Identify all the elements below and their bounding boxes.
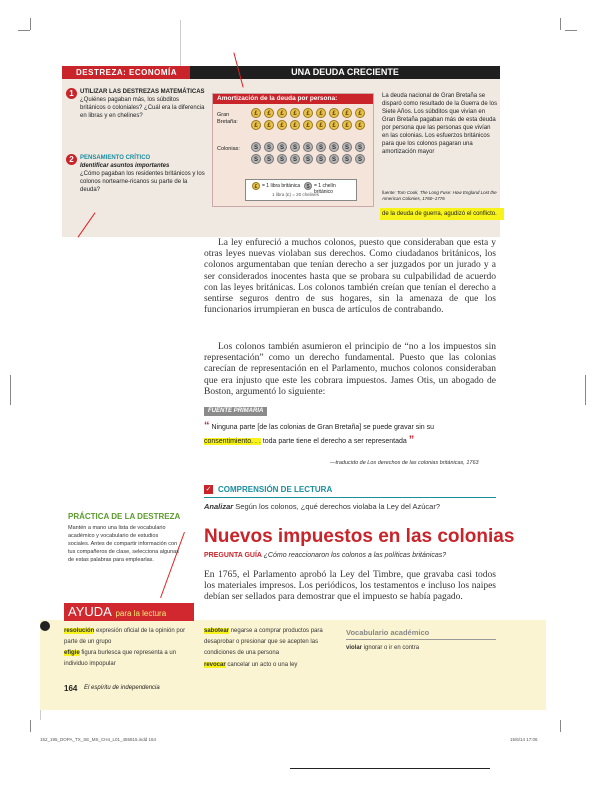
file-slug: 152_195_DOPA_TX_SE_MS_CH4_L01_455815.indd 164: [40, 737, 157, 742]
pound-coin-icon: £: [264, 108, 274, 118]
shilling-coin-icon: S: [316, 154, 326, 164]
legend-pound: = 1 libra británica: [262, 183, 301, 189]
shilling-coin-icon: S: [316, 142, 326, 152]
pound-coin-icon: £: [329, 120, 339, 130]
chapter-title: El espíritu de independencia: [84, 685, 160, 691]
shilling-coin-icon: S: [303, 142, 313, 152]
shilling-coin-icon: S: [342, 142, 352, 152]
guide-text: ¿Cómo reaccionaron los colonos a las políticas británicas?: [263, 552, 447, 559]
term: efigie: [64, 650, 80, 656]
skill-label: DESTREZA: ECONOMÍA: [62, 66, 190, 79]
pound-coin-icon: £: [252, 182, 260, 190]
crop-mark: [10, 375, 11, 405]
bullet-icon: [40, 621, 50, 631]
infographic-text: La deuda nacional de Gran Bretaña se disparó como resultado de la Guerra de los Siete Años. Los súbditos que vivían en Gran Bretaña pagaban más de esta deuda por persona que las personas que vivían en las colonias. Los esfuerzos británicos para que los colonos pagaran una amortización mayor: [382, 93, 498, 155]
pound-coin-icon: £: [251, 108, 261, 118]
quote-line-2: toda parte tiene el derecho a ser representada: [260, 438, 407, 445]
open-quote-icon: “: [204, 420, 210, 432]
crop-mark: [30, 18, 31, 30]
question-2-text: ¿Cómo pagaban los residentes británicos y los colonos nortearne-ricanos su parte de la deuda?: [80, 171, 205, 193]
debt-chart: [212, 93, 374, 207]
term: revocar: [204, 662, 226, 668]
pound-coin-icon: £: [264, 120, 274, 130]
shilling-coin-icon: S: [342, 154, 352, 164]
shilling-coin-icon: S: [277, 154, 287, 164]
question-1-title: UTILIZAR LAS DESTREZAS MATEMÁTICAS: [80, 89, 205, 95]
section-title: Nuevos impuestos en las colonias: [204, 526, 515, 547]
body-paragraph-2: Los colonos también asumieron el principio de “no a los impuestos sin representación” como un derecho fundamental. Puesto que las colonias carecían de representación en el Parlamento, muchos colonos consideraban que era injusto que este les cobrara impuestos. James Otis, un abogado de Boston, argumentó lo siguiente:: [204, 342, 496, 397]
question-1: [80, 88, 205, 120]
chart-title: Amortización de la deuda por persona:: [213, 94, 373, 104]
primary-source-quote: [204, 420, 496, 448]
definition: figura burlesca que representa a un individuo impopular: [64, 650, 177, 667]
divider: [204, 497, 496, 498]
question-2-title: PENSAMIENTO CRÍTICO: [80, 155, 151, 161]
pound-coin-icon: £: [277, 108, 287, 118]
infographic-source: fuente: Tom Cook, The Long Fuse: How England Lost the American Colonies, 1760–1776: [382, 190, 497, 201]
pound-coin-icon: £: [303, 108, 313, 118]
pound-coin-icon: £: [290, 120, 300, 130]
comprehension-title: COMPRENSIÓN DE LECTURA: [218, 485, 333, 494]
crop-mark: [18, 30, 30, 31]
glossary-entry-1: [64, 626, 194, 648]
pound-coin-icon: £: [342, 120, 352, 130]
quote-citation: —traducido de Los derechos de las colonias británicas, 1763: [330, 460, 479, 466]
definition: ignorar o ir en contra: [362, 645, 420, 651]
glossary-entry-3: [204, 626, 334, 659]
shilling-coin-icon: S: [329, 154, 339, 164]
pound-coin-icon: £: [303, 120, 313, 130]
glossary-entry-2: [64, 648, 194, 670]
pound-coin-icon: £: [277, 120, 287, 130]
highlighted-text: de la deuda de guerra, agudizó el conflicto.: [380, 208, 504, 220]
ayuda-subtitle: para la lectura: [115, 609, 167, 618]
body-paragraph-1: La ley enfureció a muchos colonos, puesto que consideraban que esta y otras leyes nuevas violaban sus derechos. Como ciudadanos británicos, los colonos argumentaban que tenían derecho a ser juzgados por un jurado y a ser considerados inocentes hasta que se probara su culpabilidad de acuerdo con las leyes británicas. Los colonos también creían que tenían el derecho a sentirse seguros dentro de sus hogares, sin la amenaza de que los funcionarios irrumpieran en busca de artículos de contrabando.: [204, 238, 496, 316]
shilling-coin-icon: S: [304, 182, 312, 190]
divider: [346, 639, 496, 640]
definition: expresión oficial de la opinión por parte de un grupo: [64, 628, 186, 645]
term: violar: [346, 645, 363, 651]
primary-source-tag: FUENTE PRIMARIA: [204, 407, 267, 416]
pound-coin-icon: £: [316, 120, 326, 130]
shilling-coin-icon: S: [264, 142, 274, 152]
pound-coin-icon: £: [342, 108, 352, 118]
shilling-coin-icon: S: [355, 142, 365, 152]
row-label-britain: Gran Bretaña:: [217, 112, 238, 125]
pound-coin-icon: £: [290, 108, 300, 118]
practice-title: PRÁCTICA DE LA DESTREZA: [68, 512, 181, 521]
crop-mark: [30, 720, 31, 732]
question-2: [80, 154, 205, 194]
check-icon: ✓: [205, 486, 212, 493]
pound-coin-icon: £: [316, 108, 326, 118]
shilling-coin-icon: S: [251, 154, 261, 164]
term: sabotear: [204, 628, 230, 634]
comprehension-question: [204, 502, 440, 511]
row-label-colonies: Colonias:: [217, 146, 240, 152]
page-number: 164: [64, 684, 78, 693]
definition: cancelar un acto o una ley: [225, 662, 298, 668]
close-quote-icon: ”: [408, 434, 415, 446]
crop-mark: [560, 720, 561, 732]
shilling-coin-icon: S: [303, 154, 313, 164]
crop-mark: [560, 18, 561, 30]
comprehension-text: Según los colonos, ¿qué derechos violaba la Ley del Azúcar?: [235, 502, 440, 511]
shilling-coin-icon: S: [290, 154, 300, 164]
shilling-coin-icon: S: [251, 142, 261, 152]
question-2-subtitle: Identificar asuntos importantes: [80, 163, 170, 169]
question-number: 2: [66, 154, 77, 165]
file-date: 15/6/14 17:06: [510, 737, 538, 742]
question-number: 1: [66, 88, 77, 99]
pound-coin-icon: £: [329, 108, 339, 118]
shilling-coin-icon: S: [264, 154, 274, 164]
pound-coin-icon: £: [355, 108, 365, 118]
pound-coin-icon: £: [355, 120, 365, 130]
shilling-coin-icon: S: [355, 154, 365, 164]
practice-text: Mantén a mano una lista de vocabulario académico y vocabulario de estudios sociales. Antes de compartir información con tus compañeros de clase, selecciona algunas de estas palabras para emplearlas.: [68, 525, 179, 563]
definition: negarse a comprar productos para desaprobar o presionar que se acepten las condiciones de una persona: [204, 628, 323, 656]
term: resolución: [64, 628, 95, 634]
shilling-coin-icon: S: [277, 142, 287, 152]
bottom-rule: [290, 768, 490, 769]
vocab-title: Vocabulario académico: [346, 628, 430, 637]
glossary-entry-5: [346, 643, 496, 654]
guiding-question: [204, 552, 446, 559]
shilling-coin-icon: S: [290, 142, 300, 152]
crop-mark: [585, 375, 586, 405]
glossary-entry-4: [204, 660, 334, 671]
quote-highlight: consentimiento. . .: [204, 438, 261, 445]
question-1-text: ¿Quiénes pagaban más, los súbditos británicos o coloniales? ¿Cuál era la diferencia en libras y en chelines?: [80, 97, 205, 119]
reading-help-label: [64, 603, 194, 621]
infographic-title: UNA DEUDA CRECIENTE: [190, 66, 500, 79]
legend-note: 1 libra (£) = 20 chelines: [272, 192, 319, 197]
ayuda-title: AYUDA: [68, 604, 112, 619]
chart-legend: [245, 179, 357, 201]
section-paragraph: En 1765, el Parlamento aprobó la Ley del Timbre, que gravaba casi todos los materiales impresos. Los periódicos, los testamentos e incluso los naipes debían ser sellados para demostrar que el impuesto se había pagado.: [204, 570, 496, 603]
crop-mark: [565, 30, 577, 31]
quote-line-1: Ninguna parte [de las colonias de Gran Bretaña] se puede gravar sin su: [211, 424, 435, 431]
pound-coin-icon: £: [251, 120, 261, 130]
guide-label: PREGUNTA GUÍA: [204, 552, 262, 559]
comprehension-label: Analizar: [204, 502, 234, 511]
shilling-coin-icon: S: [329, 142, 339, 152]
legend-shilling: = 1 chelín británico: [314, 183, 336, 195]
